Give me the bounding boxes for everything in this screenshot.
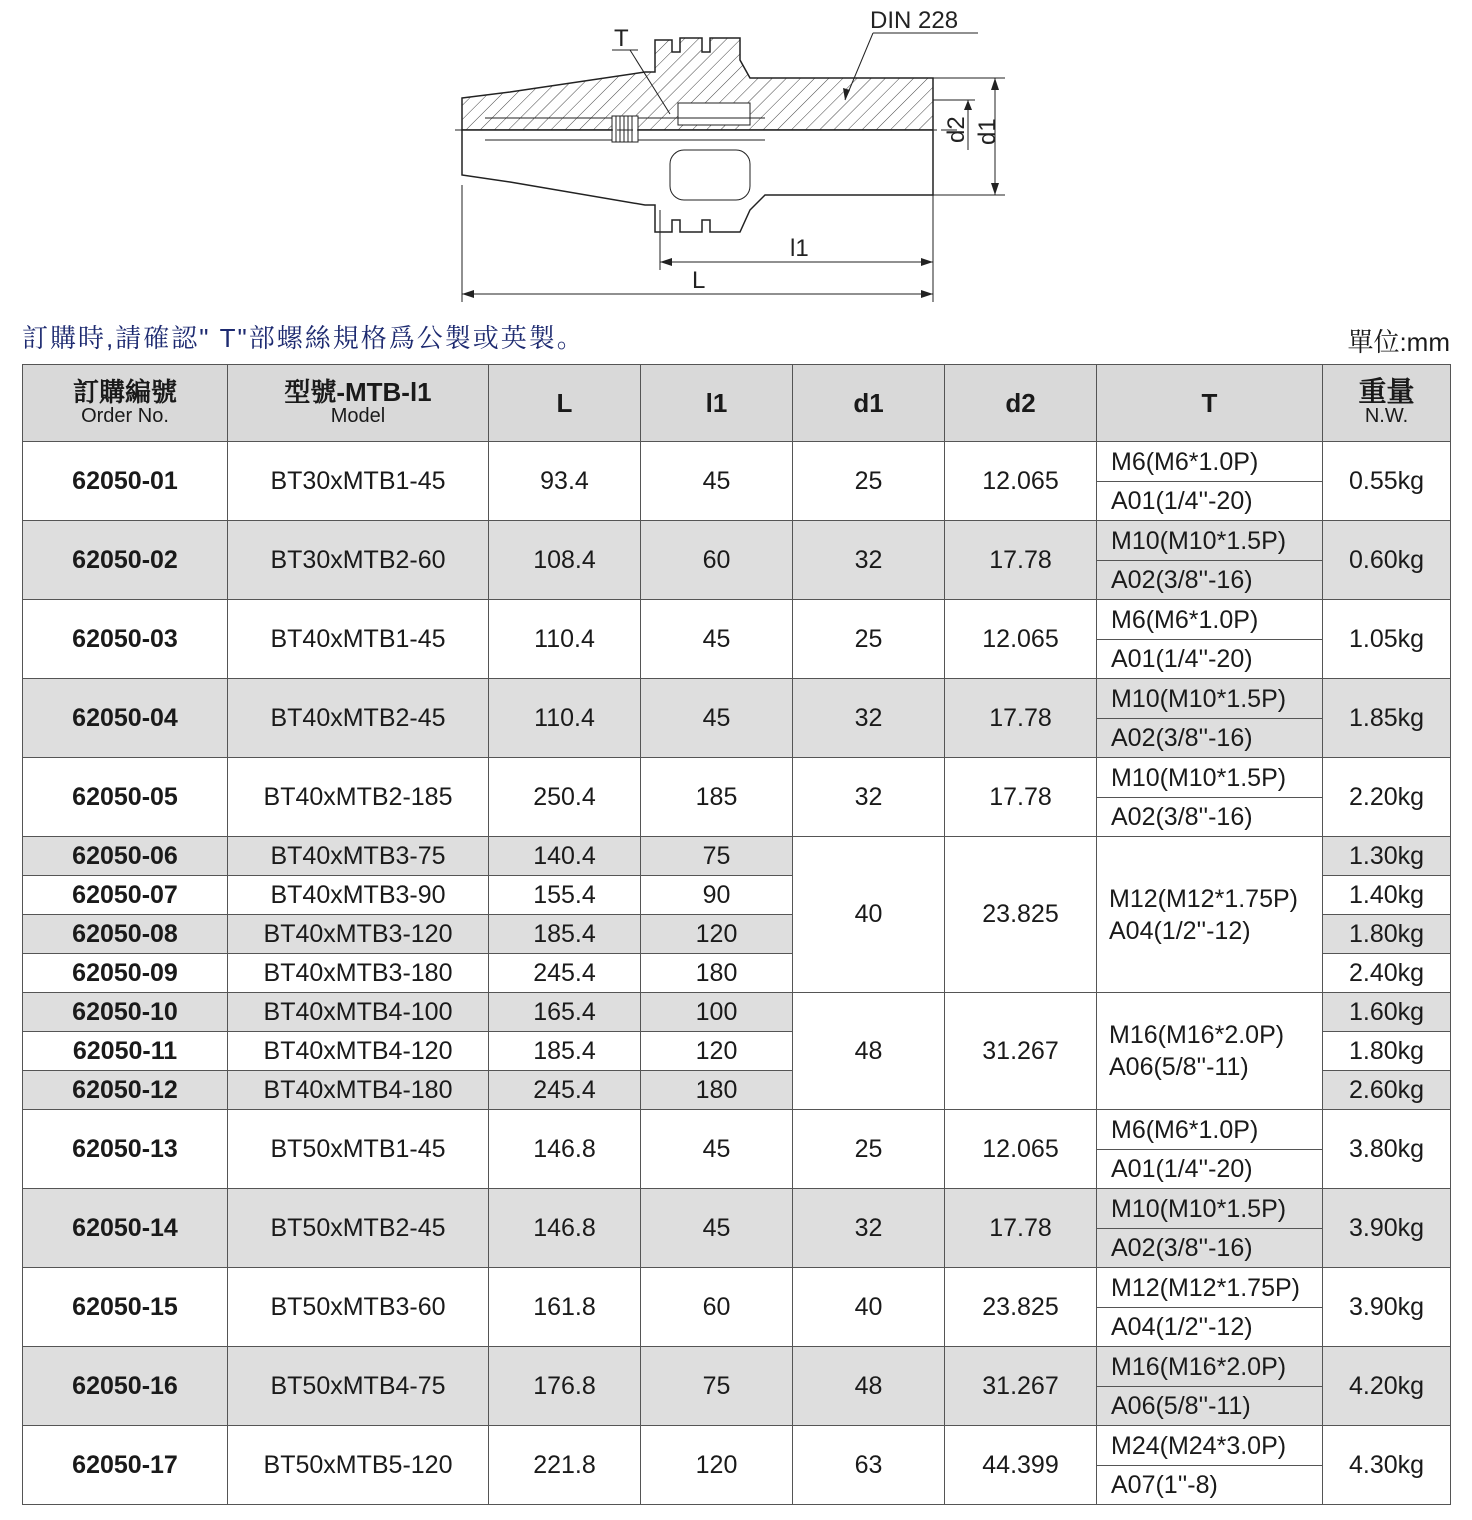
thread-spec: M10(M10*1.5P) A02(3/8''-16): [1097, 758, 1323, 837]
d2-value: 17.78: [945, 1189, 1097, 1268]
header-T: T: [1097, 365, 1323, 442]
d2-value: 17.78: [945, 758, 1097, 837]
L-value: 146.8: [489, 1110, 641, 1189]
d2-value: 44.399: [945, 1426, 1097, 1505]
L-value: 185.4: [489, 915, 641, 954]
d2-value: 23.825: [945, 1268, 1097, 1347]
table-row: [23, 993, 1451, 1032]
order-no: 62050-04: [23, 679, 228, 758]
table-row: [23, 1347, 1451, 1426]
l1-value: 45: [641, 1189, 793, 1268]
L-label: L: [692, 267, 706, 294]
thread-spec: M24(M24*3.0P) A07(1''-8): [1097, 1426, 1323, 1505]
ordering-note: 訂購時,請確認" T"部螺絲規格爲公製或英製。: [22, 323, 585, 353]
order-no: 62050-02: [23, 521, 228, 600]
l1-value: 45: [641, 1110, 793, 1189]
thread-spec: M16(M16*2.0P) A06(5/8''-11): [1097, 993, 1323, 1110]
L-value: 245.4: [489, 1071, 641, 1110]
L-value: 165.4: [489, 993, 641, 1032]
model: BT40xMTB3-90: [228, 876, 489, 915]
din-label: DIN 228: [870, 7, 959, 34]
l1-value: 75: [641, 1347, 793, 1426]
table-row: [23, 1268, 1451, 1347]
weight: 1.85kg: [1323, 679, 1451, 758]
thread-spec: M16(M16*2.0P) A06(5/8''-11): [1097, 1347, 1323, 1426]
L-value: 110.4: [489, 600, 641, 679]
weight: 3.80kg: [1323, 1110, 1451, 1189]
drive-slot: [670, 150, 750, 200]
order-no: 62050-10: [23, 993, 228, 1032]
d1-value: 32: [793, 679, 945, 758]
d1-value: 48: [793, 1347, 945, 1426]
model: BT40xMTB3-75: [228, 837, 489, 876]
l1-value: 60: [641, 1268, 793, 1347]
d2-value: 12.065: [945, 442, 1097, 521]
thread-spec: M10(M10*1.5P) A02(3/8''-16): [1097, 521, 1323, 600]
order-no: 62050-07: [23, 876, 228, 915]
l1-value: 120: [641, 1426, 793, 1505]
model: BT50xMTB1-45: [228, 1110, 489, 1189]
model: BT30xMTB1-45: [228, 442, 489, 521]
order-no: 62050-08: [23, 915, 228, 954]
weight: 2.60kg: [1323, 1071, 1451, 1110]
header-model: 型號-MTB-l1 Model: [228, 365, 489, 442]
l1-value: 120: [641, 915, 793, 954]
thread-spec: M10(M10*1.5P) A02(3/8''-16): [1097, 679, 1323, 758]
spec-table: [22, 364, 1451, 1505]
d1-value: 25: [793, 442, 945, 521]
order-no: 62050-11: [23, 1032, 228, 1071]
model: BT50xMTB3-60: [228, 1268, 489, 1347]
table-header-row: [23, 365, 1451, 442]
order-no: 62050-05: [23, 758, 228, 837]
L-value: 161.8: [489, 1268, 641, 1347]
weight: 4.20kg: [1323, 1347, 1451, 1426]
L-value: 245.4: [489, 954, 641, 993]
d1-value: 48: [793, 993, 945, 1110]
header-l1: l1: [641, 365, 793, 442]
L-value: 140.4: [489, 837, 641, 876]
d1-value: 63: [793, 1426, 945, 1505]
order-no: 62050-13: [23, 1110, 228, 1189]
table-row: [23, 1189, 1451, 1268]
order-no: 62050-14: [23, 1189, 228, 1268]
d1-value: 32: [793, 1189, 945, 1268]
L-value: 110.4: [489, 679, 641, 758]
L-value: 185.4: [489, 1032, 641, 1071]
d1-value: 40: [793, 837, 945, 993]
d1-value: 32: [793, 758, 945, 837]
l1-value: 180: [641, 954, 793, 993]
order-no: 62050-01: [23, 442, 228, 521]
model: BT40xMTB2-185: [228, 758, 489, 837]
thread-spec: M6(M6*1.0P) A01(1/4''-20): [1097, 600, 1323, 679]
weight: 1.40kg: [1323, 876, 1451, 915]
d1-value: 25: [793, 600, 945, 679]
d2-value: 17.78: [945, 521, 1097, 600]
l1-value: 180: [641, 1071, 793, 1110]
d2-value: 23.825: [945, 837, 1097, 993]
weight: 1.80kg: [1323, 915, 1451, 954]
order-no: 62050-09: [23, 954, 228, 993]
weight: 3.90kg: [1323, 1189, 1451, 1268]
model: BT50xMTB4-75: [228, 1347, 489, 1426]
weight: 1.80kg: [1323, 1032, 1451, 1071]
d1-value: 25: [793, 1110, 945, 1189]
order-no: 62050-06: [23, 837, 228, 876]
l1-value: 75: [641, 837, 793, 876]
thread-spec: M6(M6*1.0P) A01(1/4''-20): [1097, 1110, 1323, 1189]
header-d2: d2: [945, 365, 1097, 442]
thread-block: [678, 103, 750, 125]
thread-spec: M12(M12*1.75P) A04(1/2''-12): [1097, 1268, 1323, 1347]
model: BT30xMTB2-60: [228, 521, 489, 600]
L-value: 108.4: [489, 521, 641, 600]
L-value: 146.8: [489, 1189, 641, 1268]
table-row: [23, 679, 1451, 758]
table-row: [23, 442, 1451, 521]
weight: 1.30kg: [1323, 837, 1451, 876]
model: BT40xMTB4-180: [228, 1071, 489, 1110]
weight: 0.60kg: [1323, 521, 1451, 600]
order-no: 62050-15: [23, 1268, 228, 1347]
l1-value: 45: [641, 679, 793, 758]
header-order: 訂購編號 Order No.: [23, 365, 228, 442]
weight: 2.40kg: [1323, 954, 1451, 993]
thread-spec: M12(M12*1.75P) A04(1/2''-12): [1097, 837, 1323, 993]
model: BT40xMTB3-180: [228, 954, 489, 993]
d2-value: 31.267: [945, 1347, 1097, 1426]
l1-value: 60: [641, 521, 793, 600]
L-value: 155.4: [489, 876, 641, 915]
order-no: 62050-03: [23, 600, 228, 679]
table-row: [23, 837, 1451, 876]
order-no: 62050-17: [23, 1426, 228, 1505]
table-row: [23, 521, 1451, 600]
weight: 2.20kg: [1323, 758, 1451, 837]
thread-spec: M6(M6*1.0P) A01(1/4''-20): [1097, 442, 1323, 521]
header-d1: d1: [793, 365, 945, 442]
tool-holder-drawing: [440, 0, 1020, 310]
model: BT50xMTB5-120: [228, 1426, 489, 1505]
order-no: 62050-16: [23, 1347, 228, 1426]
L-value: 221.8: [489, 1426, 641, 1505]
weight: 0.55kg: [1323, 442, 1451, 521]
header-L: L: [489, 365, 641, 442]
model: BT40xMTB1-45: [228, 600, 489, 679]
l1-value: 185: [641, 758, 793, 837]
d2-value: 31.267: [945, 993, 1097, 1110]
d2-value: 12.065: [945, 600, 1097, 679]
L-value: 176.8: [489, 1347, 641, 1426]
l1-value: 45: [641, 600, 793, 679]
t-label: T: [614, 25, 629, 52]
unit-label: 單位:mm: [1347, 327, 1450, 357]
table-row: [23, 600, 1451, 679]
thread-spec: M10(M10*1.5P) A02(3/8''-16): [1097, 1189, 1323, 1268]
model: BT40xMTB3-120: [228, 915, 489, 954]
table-row: [23, 758, 1451, 837]
l1-value: 120: [641, 1032, 793, 1071]
weight: 1.05kg: [1323, 600, 1451, 679]
model: BT50xMTB2-45: [228, 1189, 489, 1268]
l1-value: 45: [641, 442, 793, 521]
d1-value: 32: [793, 521, 945, 600]
weight: 3.90kg: [1323, 1268, 1451, 1347]
l1-label: l1: [790, 235, 809, 262]
l1-value: 90: [641, 876, 793, 915]
order-no: 62050-12: [23, 1071, 228, 1110]
model: BT40xMTB2-45: [228, 679, 489, 758]
table-row: [23, 1110, 1451, 1189]
d1-label: d1: [974, 118, 1001, 145]
weight: 1.60kg: [1323, 993, 1451, 1032]
l1-value: 100: [641, 993, 793, 1032]
d2-label: d2: [943, 116, 970, 143]
model: BT40xMTB4-120: [228, 1032, 489, 1071]
L-value: 250.4: [489, 758, 641, 837]
d2-value: 17.78: [945, 679, 1097, 758]
d2-value: 12.065: [945, 1110, 1097, 1189]
weight: 4.30kg: [1323, 1426, 1451, 1505]
d1-value: 40: [793, 1268, 945, 1347]
table-row: [23, 1426, 1451, 1505]
L-value: 93.4: [489, 442, 641, 521]
model: BT40xMTB4-100: [228, 993, 489, 1032]
header-nw: 重量 N.W.: [1323, 365, 1451, 442]
